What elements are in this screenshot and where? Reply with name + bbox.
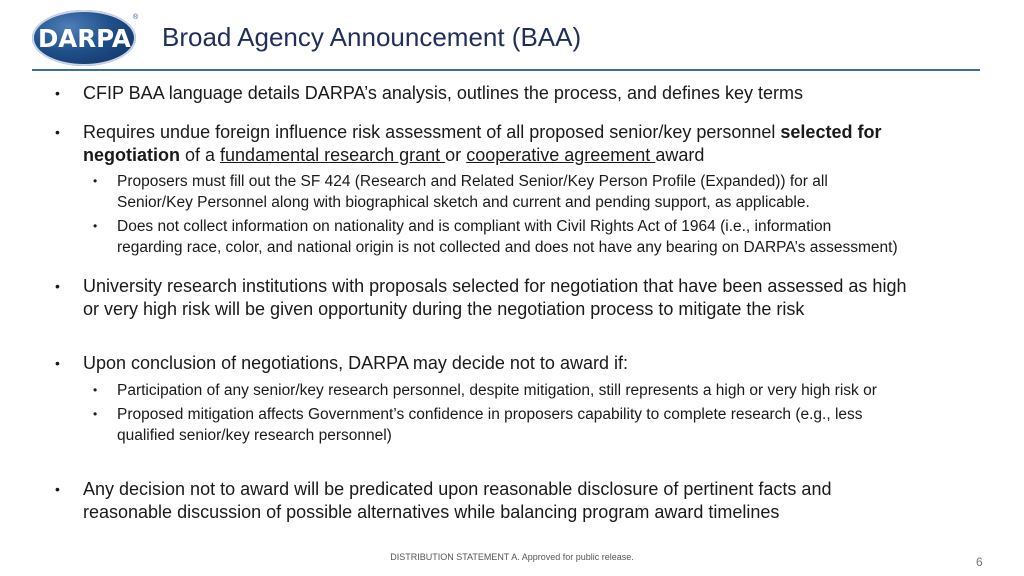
bullet-text: University research institutions with proposals selected for negotiation that have been assessed as high xyxy=(83,276,907,296)
bullet-item xyxy=(55,121,963,167)
bullet-marker: • xyxy=(55,278,60,294)
sub-bullet-item xyxy=(93,216,977,258)
distribution-statement: DISTRIBUTION STATEMENT A. Approved for public release. xyxy=(390,552,634,562)
sub-bullet-text: Proposers must fill out the SF 424 (Research and Related Senior/Key Person Profile (Expanded)) for all xyxy=(117,173,828,190)
sub-bullet-text: regarding race, color, and national origin is not collected and does not have any bearing on DARPA’s assessment) xyxy=(117,239,898,256)
bullet-marker: • xyxy=(93,174,98,188)
bullet-marker: • xyxy=(55,355,60,371)
bullet-text: Requires undue foreign influence risk assessment of all proposed senior/key personnel xyxy=(83,122,781,142)
bullet-text: Upon conclusion of negotiations, DARPA may decide not to award if: xyxy=(83,353,628,373)
bullet-item xyxy=(55,82,963,105)
bullet-marker: • xyxy=(55,481,60,497)
bold-text: negotiation xyxy=(83,145,180,165)
bullet-marker: • xyxy=(93,383,98,397)
bullet-item xyxy=(55,275,963,321)
bullet-item xyxy=(55,352,963,375)
bullet-marker: • xyxy=(93,219,98,233)
title-divider xyxy=(32,69,980,71)
slide-title: Broad Agency Announcement (BAA) xyxy=(162,22,582,52)
bullet-text: or xyxy=(445,145,467,165)
sub-bullet-text: qualified senior/key research personnel) xyxy=(117,427,392,444)
bullet-text: CFIP BAA language details DARPA’s analysis, outlines the process, and defines key terms xyxy=(83,83,804,103)
bold-text: selected for xyxy=(780,122,882,142)
sub-bullet-text: Participation of any senior/key research personnel, despite mitigation, still represents a high or very high risk or xyxy=(117,382,877,399)
sub-bullet-text: Senior/Key Personnel along with biographical sketch and current and pending support, as applicable. xyxy=(117,194,810,211)
registered-mark: ® xyxy=(133,14,139,21)
bullet-item xyxy=(55,478,963,524)
sub-bullet-item xyxy=(93,404,977,446)
bullet-text: Any decision not to award will be predicated upon reasonable disclosure of pertinent facts and xyxy=(83,479,832,499)
bullet-marker: • xyxy=(55,124,60,140)
bullet-marker: • xyxy=(93,407,98,421)
bullet-marker: • xyxy=(55,85,60,101)
sub-bullet-text: Does not collect information on nationality and is compliant with Civil Rights Act of 1964 (i.e., information xyxy=(117,218,832,235)
bullet-text: reasonable discussion of possible alternatives while balancing program award timelines xyxy=(83,502,780,522)
sub-bullet-text: Proposed mitigation affects Government’s confidence in proposers capability to complete research (e.g., less xyxy=(117,406,863,423)
bullet-text: or very high risk will be given opportunity during the negotiation process to mitigate the risk xyxy=(83,299,805,319)
underlined-term: cooperative agreement xyxy=(466,145,656,165)
sub-bullet-item xyxy=(93,380,977,401)
sub-bullet-item xyxy=(93,171,977,213)
logo-text: DARPA xyxy=(37,23,131,53)
bullet-text: award xyxy=(655,145,705,165)
bullet-text: of a xyxy=(180,145,221,165)
underlined-term: fundamental research grant xyxy=(220,145,446,165)
darpa-logo xyxy=(32,10,139,66)
page-number: 6 xyxy=(976,555,983,569)
